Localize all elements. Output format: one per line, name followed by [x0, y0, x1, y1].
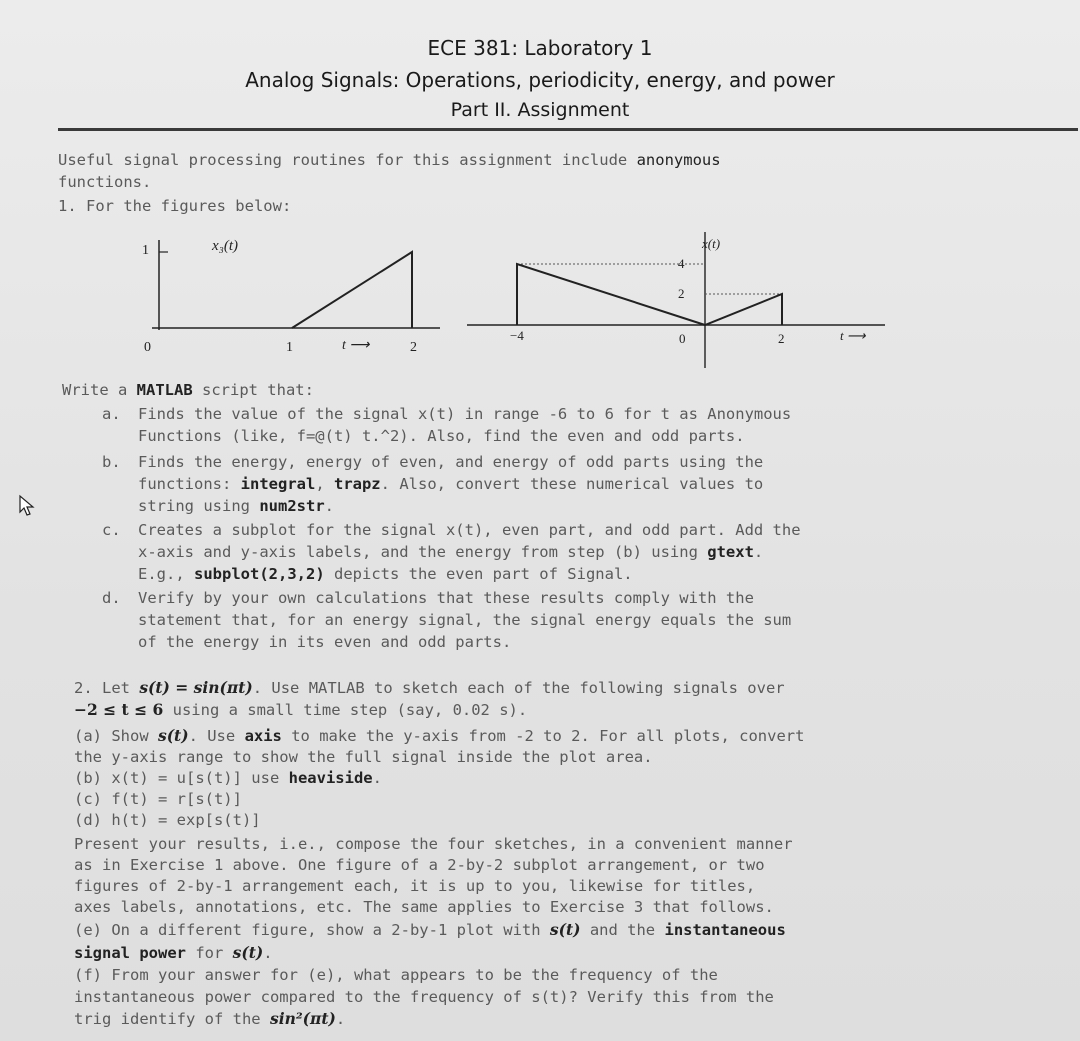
fig1-x-tick-2: 2 [410, 340, 417, 355]
q1-item-b-label: b. [102, 453, 121, 471]
q1-item-b-line1: Finds the energy, energy of even, and energy of odd parts using the [138, 453, 764, 471]
intro-line-1: Useful signal processing routines for this assignment include anonymous [58, 151, 721, 169]
fig2-t-arrow: t ⟶ [840, 328, 866, 343]
q2-line-14: (f) From your answer for (e), what appears to be the frequency of the [74, 966, 718, 984]
q1-item-d-line3: of the energy in its even and odd parts. [138, 633, 512, 651]
q1-item-c-label: c. [102, 521, 121, 539]
q2-line-13: signal power for s(t). [74, 943, 273, 962]
q2-line-5: (b) x(t) = u[s(t)] use heaviside. [74, 769, 382, 787]
q2-line-10: figures of 2-by-1 arrangement each, it is up to you, likewise for titles, [74, 877, 756, 895]
fig2-x-tick-m4: −4 [510, 328, 524, 343]
q2-line-6: (c) f(t) = r[s(t)] [74, 790, 242, 808]
document-part: Part II. Assignment [450, 99, 630, 121]
q2-line-7: (d) h(t) = exp[s(t)] [74, 811, 261, 829]
q2-line-12: (e) On a different figure, show a 2-by-1 plot with s(t) and the instantaneous [74, 920, 786, 939]
fig1-x-tick-1: 1 [286, 340, 293, 355]
q1-item-c-line2: x-axis and y-axis labels, and the energy from step (b) using gtext. [138, 543, 764, 561]
fig1-label: x₃(t) [212, 238, 239, 254]
q2-line-4: the y-axis range to show the full signal inside the plot area. [74, 748, 653, 766]
q2-line-9: as in Exercise 1 above. One figure of a 2-by-2 subplot arrangement, or two [74, 856, 765, 874]
q1-item-d-label: d. [102, 589, 121, 607]
fig1-y-tick: 1 [142, 243, 149, 258]
q1-item-d-line2: statement that, for an energy signal, the signal energy equals the sum [138, 611, 792, 629]
figure-x-plot [465, 228, 895, 378]
document-title: ECE 381: Laboratory 1 [427, 36, 653, 60]
fig1-t-arrow: t ⟶ [342, 338, 370, 353]
q2-line-2: −2 ≤ t ≤ 6 using a small time step (say, 0.02 s). [74, 700, 528, 719]
q2-line-1: 2. Let s(t) = sin(πt). Use MATLAB to sketch each of the following signals over [74, 678, 785, 697]
fig2-y-tick-2: 2 [678, 286, 685, 301]
fig2-origin: 0 [679, 331, 686, 346]
fig1-origin: 0 [144, 340, 151, 355]
mouse-cursor-icon [18, 494, 38, 518]
q1-item-b-line3: string using num2str. [138, 497, 334, 515]
q1-item-c-line3: E.g., subplot(2,3,2) depicts the even part of Signal. [138, 565, 633, 583]
q2-line-16: trig identify of the sin²(πt). [74, 1009, 346, 1028]
q1-item-a-line2: Functions (like, f=@(t) t.^2). Also, find the even and odd parts. [138, 427, 745, 445]
figure-x3-plot [140, 230, 450, 360]
q1-item-d-line1: Verify by your own calculations that these results comply with the [138, 589, 754, 607]
fig2-label: x(t) [702, 236, 721, 251]
fig2-y-tick-4: 4 [678, 256, 685, 271]
q1-item-c-line1: Creates a subplot for the signal x(t), even part, and odd part. Add the [138, 521, 801, 539]
document-subtitle: Analog Signals: Operations, periodicity, energy, and power [245, 68, 835, 92]
q1-item-a-label: a. [102, 405, 121, 423]
intro-line-2: functions. [58, 173, 152, 191]
q1-write-line: Write a MATLAB script that: [62, 381, 314, 399]
q1-item-a-line1: Finds the value of the signal x(t) in range -6 to 6 for t as Anonymous [138, 405, 792, 423]
q1-item-b-line2: functions: integral, trapz. Also, convert these numerical values to [138, 475, 764, 493]
header-rule [58, 128, 1078, 131]
q2-line-3: (a) Show s(t). Use axis to make the y-axis from -2 to 2. For all plots, convert [74, 726, 805, 745]
question-1-heading: 1. For the figures below: [58, 197, 292, 215]
fig2-x-tick-2: 2 [778, 331, 785, 346]
q2-line-15: instantaneous power compared to the frequency of s(t)? Verify this from the [74, 988, 774, 1006]
q2-line-8: Present your results, i.e., compose the four sketches, in a convenient manner [74, 835, 793, 853]
q2-line-11: axes labels, annotations, etc. The same applies to Exercise 3 that follows. [74, 898, 774, 916]
